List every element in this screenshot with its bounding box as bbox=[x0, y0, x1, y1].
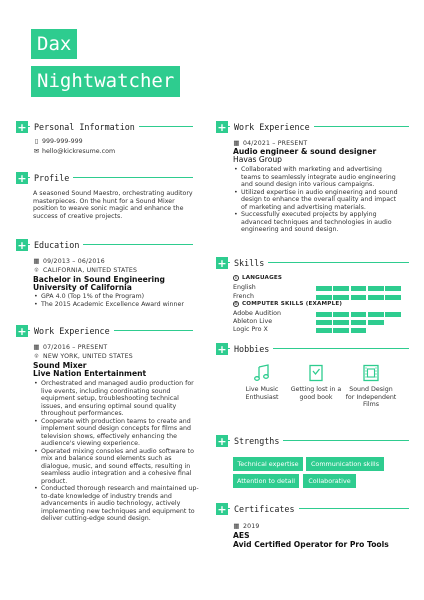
skill-level-segment bbox=[368, 295, 384, 300]
education-bullets bbox=[33, 293, 198, 308]
strength-tag: Communication skills bbox=[306, 457, 384, 471]
skill-row bbox=[233, 284, 401, 292]
work-company: Live Nation Entertainment bbox=[33, 369, 147, 378]
skill-row bbox=[233, 293, 401, 301]
skill-level-segment bbox=[351, 328, 367, 333]
phone-row bbox=[33, 138, 83, 146]
section-certificates bbox=[216, 503, 409, 515]
email-row bbox=[33, 148, 115, 156]
plus-icon: + bbox=[217, 120, 227, 134]
section-strengths bbox=[216, 435, 409, 447]
skill-level-segment bbox=[385, 312, 401, 317]
skill-level-segment bbox=[385, 286, 401, 291]
skill-level-segment bbox=[333, 286, 349, 291]
list-item: • The 2015 Academic Excellence Award winner bbox=[33, 301, 198, 309]
info-icon: i bbox=[233, 275, 239, 281]
list-item: • Orchestrated and managed audio production for live events, including coordinating sound equipment setup, troubleshooting technical issues, and ensuring optimal sound quality throughout performances. bbox=[33, 380, 199, 418]
skill-level-segment bbox=[368, 312, 384, 317]
envelope-icon: ✉ bbox=[33, 147, 40, 155]
hobby-item: Sound Design for Independent Films bbox=[345, 364, 397, 409]
education-date: ▦ 09/2013 – 06/2016 bbox=[33, 257, 105, 265]
calendar-icon: ▦ bbox=[233, 522, 240, 530]
phone-number: 999-999-999 bbox=[42, 138, 83, 145]
skill-row bbox=[233, 310, 401, 318]
skill-row bbox=[233, 326, 401, 334]
skill-level-segment bbox=[316, 286, 332, 291]
certificate-org: AES bbox=[233, 531, 250, 540]
section-title: Education bbox=[30, 239, 83, 251]
work2-title: Audio engineer & sound designer bbox=[233, 147, 377, 156]
first-name: Dax bbox=[31, 29, 77, 59]
skill-label: French bbox=[233, 293, 254, 300]
education-degree: Bachelor in Sound Engineering bbox=[33, 275, 165, 284]
plus-icon: + bbox=[217, 502, 227, 516]
strength-tag: Collaborative bbox=[303, 474, 356, 488]
phone-icon: ▯ bbox=[34, 137, 39, 145]
work2-bullets bbox=[233, 166, 403, 234]
skill-level-segment bbox=[316, 312, 332, 317]
plus-icon: + bbox=[217, 256, 227, 270]
section-title: Personal Information bbox=[30, 121, 139, 133]
skill-label: Adobe Audition bbox=[233, 310, 282, 317]
section-work-experience-left bbox=[16, 325, 193, 337]
skill-level-segment bbox=[316, 328, 332, 333]
skill-bar bbox=[316, 312, 401, 317]
list-item: • Conducted thorough research and maintained up-to-date knowledge of industry trends and advancements in audio technology, actively implementing new techniques and equipment to deliver cutting-edge sound design. bbox=[33, 485, 199, 523]
calendar-icon: ▦ bbox=[33, 343, 40, 351]
work2-date: ▦ 04/2021 – PRESENT bbox=[233, 139, 308, 147]
list-item: • Collaborated with marketing and advertising teams to seamlessly integrate audio engineering and sound design into various campaigns. bbox=[233, 166, 403, 189]
last-name: Nightwatcher bbox=[31, 66, 180, 97]
plus-icon: + bbox=[17, 171, 27, 185]
certificate-year: ▦ 2019 bbox=[233, 522, 260, 530]
skill-bar bbox=[316, 328, 401, 333]
skill-label: English bbox=[233, 284, 256, 291]
section-education bbox=[16, 239, 193, 251]
plus-icon: + bbox=[217, 434, 227, 448]
education-school: University of California bbox=[33, 283, 132, 292]
work-bullets bbox=[33, 380, 199, 523]
skill-level-segment bbox=[368, 320, 384, 325]
skill-level-segment bbox=[316, 320, 332, 325]
bookmark-icon bbox=[307, 364, 325, 382]
work-date: ▦ 07/2016 – PRESENT bbox=[33, 343, 108, 351]
skill-level-segment bbox=[333, 312, 349, 317]
calendar-icon: ▦ bbox=[233, 139, 240, 147]
section-profile bbox=[16, 172, 193, 184]
section-hobbies bbox=[216, 343, 409, 355]
email-address[interactable]: hello@kickresume.com bbox=[42, 148, 116, 155]
section-title: Work Experience bbox=[230, 121, 314, 133]
list-item: • Utilized expertise in audio engineering and sound design to enhance the overall quality and impact of marketing and advertising materials. bbox=[233, 189, 403, 212]
skill-level-segment bbox=[333, 295, 349, 300]
plus-icon: + bbox=[217, 342, 227, 356]
section-title: Profile bbox=[30, 172, 73, 184]
skill-bar bbox=[316, 320, 401, 325]
strength-tag: Attention to detail bbox=[233, 474, 299, 488]
work2-company: Havas Group bbox=[233, 155, 282, 164]
computer-skills-header: ⚙ COMPUTER SKILLS (EXAMPLE) bbox=[234, 301, 343, 307]
languages-header: i LANGUAGES bbox=[233, 275, 282, 281]
film-icon bbox=[362, 364, 380, 382]
work-title: Sound Mixer bbox=[33, 361, 87, 370]
certificate-name: Avid Certified Operator for Pro Tools bbox=[233, 540, 389, 549]
list-item: • GPA 4.0 (Top 1% of the Program) bbox=[33, 293, 198, 301]
section-title: Work Experience bbox=[30, 325, 114, 337]
work-location: ⌾ NEW YORK, UNITED STATES bbox=[34, 352, 133, 360]
strength-tag: Technical expertise bbox=[233, 457, 303, 471]
skill-level-segment bbox=[351, 295, 367, 300]
section-title: Hobbies bbox=[230, 343, 273, 355]
location-pin-icon: ⌾ bbox=[34, 266, 39, 274]
profile-text: A seasoned Sound Maestro, orchestrating auditory masterpieces. On the hunt for a Sound Mixer position to weave sonic magic and enhance the success of creative projects. bbox=[33, 190, 193, 220]
list-item: • Successfully executed projects by applying advanced techniques and technologies in audio engineering and sound design. bbox=[233, 211, 403, 234]
education-location: ⌾ CALIFORNIA, UNITED STATES bbox=[34, 266, 138, 274]
location-pin-icon: ⌾ bbox=[34, 352, 39, 360]
section-title: Certificates bbox=[230, 503, 299, 515]
skill-level-segment bbox=[333, 320, 349, 325]
plus-icon: + bbox=[17, 324, 27, 338]
hobby-item: Live Music Enthusiast bbox=[237, 364, 287, 401]
gear-icon: ⚙ bbox=[234, 301, 238, 306]
skill-label: Logic Pro X bbox=[233, 326, 268, 333]
skill-level-segment bbox=[351, 320, 367, 325]
skill-label: Ableton Live bbox=[233, 318, 273, 325]
list-item: • Cooperate with production teams to create and implement sound design concepts for films and television shows, effectively enhancing the audience's viewing experience. bbox=[33, 418, 199, 448]
skill-level-segment bbox=[316, 295, 332, 300]
section-work-experience-right bbox=[216, 121, 409, 133]
hobby-item: Getting lost in a good book bbox=[289, 364, 343, 401]
skill-level-segment bbox=[368, 286, 384, 291]
skill-level-segment bbox=[333, 328, 349, 333]
section-title: Skills bbox=[230, 257, 268, 269]
skill-level-segment bbox=[385, 295, 401, 300]
skill-bar bbox=[316, 295, 401, 300]
section-personal-information bbox=[16, 121, 193, 133]
skill-level-segment bbox=[351, 286, 367, 291]
plus-icon: + bbox=[17, 120, 27, 134]
skill-level-segment bbox=[351, 312, 367, 317]
skill-bar bbox=[316, 286, 401, 291]
calendar-icon: ▦ bbox=[33, 257, 40, 265]
section-skills bbox=[216, 257, 409, 269]
section-title: Strengths bbox=[230, 435, 283, 447]
plus-icon: + bbox=[17, 238, 27, 252]
list-item: • Operated mixing consoles and audio software to mix and balance sound elements such as dialogue, music, and sound effects, resulting in seamless audio integration and a cohesive final product. bbox=[33, 448, 199, 486]
music-note-icon bbox=[253, 364, 271, 382]
skill-row bbox=[233, 318, 401, 326]
